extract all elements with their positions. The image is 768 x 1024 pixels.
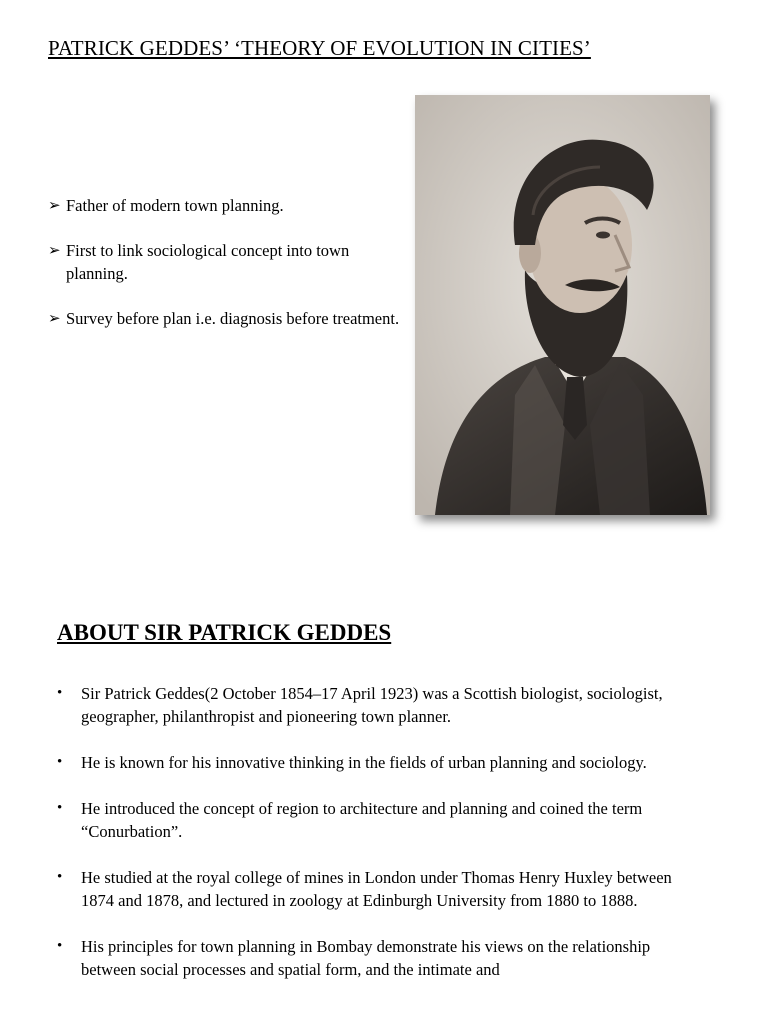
page-title: PATRICK GEDDES’ ‘THEORY OF EVOLUTION IN CITIES’ — [48, 36, 591, 60]
about-item — [57, 682, 687, 728]
intro-points-list — [48, 194, 408, 330]
about-item — [57, 935, 687, 981]
arrow-bullet-icon: ➢ — [48, 309, 61, 327]
portrait-photo — [415, 95, 710, 515]
about-item-text: He introduced the concept of region to architecture and planning and coined the term “Conurbation”. — [81, 799, 643, 841]
bullet-dot-icon: • — [57, 754, 63, 770]
about-bullet-list — [57, 682, 687, 981]
intro-point — [48, 239, 408, 285]
intro-point-text: Survey before plan i.e. diagnosis before treatment. — [66, 309, 400, 328]
about-item — [57, 751, 687, 774]
bullet-dot-icon: • — [57, 869, 63, 885]
about-item-text: His principles for town planning in Bombay demonstrate his views on the relationship between social processes and spatial form, and the intimate and — [81, 937, 651, 979]
about-item-text: He studied at the royal college of mines in London under Thomas Henry Huxley between 1874 and 1878, and lectured in zoology at Edinburgh University from 1880 to 1888. — [81, 868, 672, 910]
arrow-bullet-icon: ➢ — [48, 241, 61, 259]
about-item — [57, 866, 687, 912]
intro-point-text: Father of modern town planning. — [66, 196, 284, 215]
about-heading: ABOUT SIR PATRICK GEDDES — [57, 620, 392, 645]
about-item-text: Sir Patrick Geddes(2 October 1854–17 April 1923) was a Scottish biologist, sociologist, geographer, philanthropist and pioneering town planner. — [81, 684, 663, 726]
arrow-bullet-icon: ➢ — [48, 196, 61, 214]
about-item — [57, 797, 687, 843]
bullet-dot-icon: • — [57, 938, 63, 954]
intro-point — [48, 194, 408, 217]
intro-point — [48, 307, 408, 330]
portrait-illustration-icon — [415, 95, 710, 515]
bullet-dot-icon: • — [57, 685, 63, 701]
intro-point-text: First to link sociological concept into town planning. — [66, 241, 350, 283]
about-item-text: He is known for his innovative thinking in the fields of urban planning and sociology. — [81, 753, 647, 772]
bullet-dot-icon: • — [57, 800, 63, 816]
